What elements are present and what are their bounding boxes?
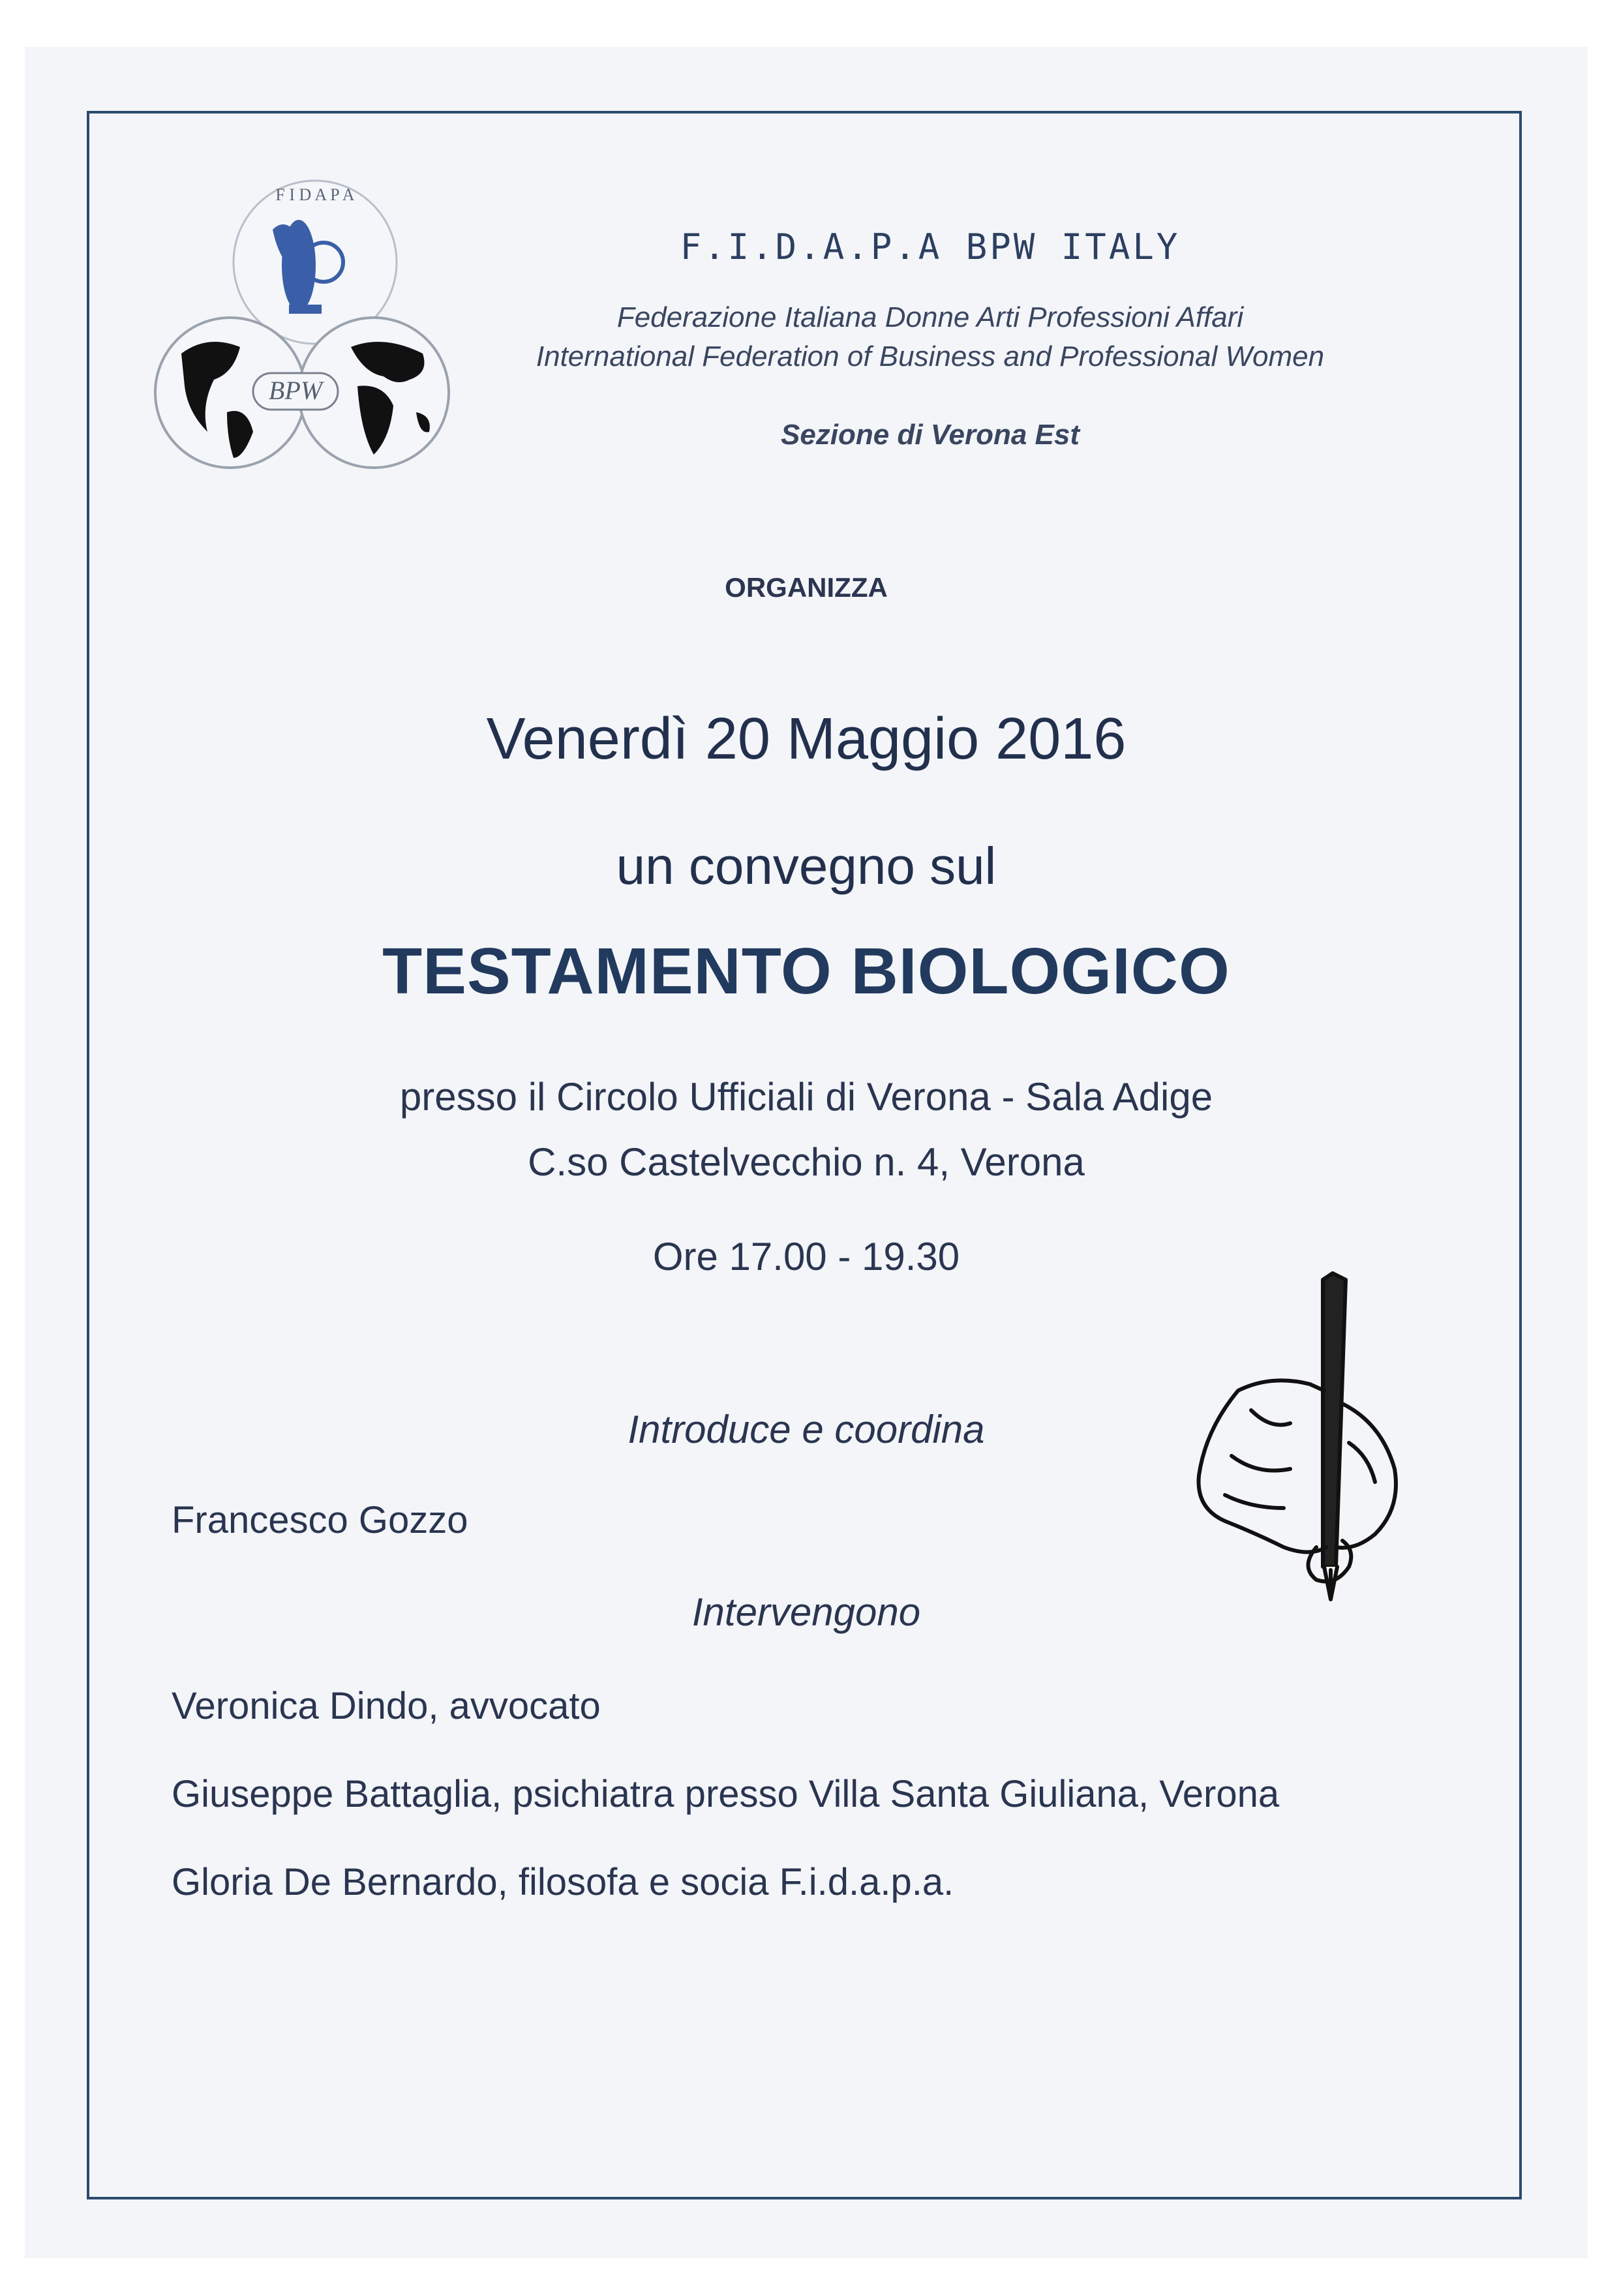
venue-line-2: C.so Castelvecchio n. 4, Verona [528, 1140, 1085, 1184]
speaker-item: Veronica Dindo, avvocato [172, 1685, 601, 1727]
hand-with-pen-icon [1160, 1260, 1434, 1625]
event-topic: TESTAMENTO BIOLOGICO [382, 935, 1230, 1008]
federation-italian-name: Federazione Italiana Donne Arti Professioni Affari [616, 301, 1244, 333]
flyer-page [25, 47, 1588, 2258]
venue-line-1: presso il Circolo Ufficiali di Verona - Sala Adige [399, 1075, 1213, 1119]
speakers-heading: Intervengono [691, 1590, 921, 1634]
moderator-name: Francesco Gozzo [172, 1499, 468, 1541]
event-time: Ore 17.00 - 19.30 [652, 1235, 960, 1278]
logo-text: BPW [268, 376, 323, 405]
organization-title: F.I.D.A.P.A BPW ITALY [680, 226, 1181, 267]
federation-english-name: International Federation of Business and Professional Women [536, 340, 1325, 372]
event-date: Venerdì 20 Maggio 2016 [486, 706, 1127, 772]
organizza-label: ORGANIZZA [725, 572, 888, 603]
intro-heading: Introduce e coordina [628, 1408, 985, 1451]
speaker-item: Gloria De Bernardo, filosofa e socia F.i.d.a.p.a. [172, 1861, 954, 1903]
logo-ring-letters: F I D A P A [275, 185, 355, 204]
event-subtitle: un convegno sul [616, 837, 997, 895]
section-name: Sezione di Verona Est [780, 419, 1080, 451]
speaker-item: Giuseppe Battaglia, psichiatra presso Villa Santa Giuliana, Verona [172, 1773, 1280, 1815]
